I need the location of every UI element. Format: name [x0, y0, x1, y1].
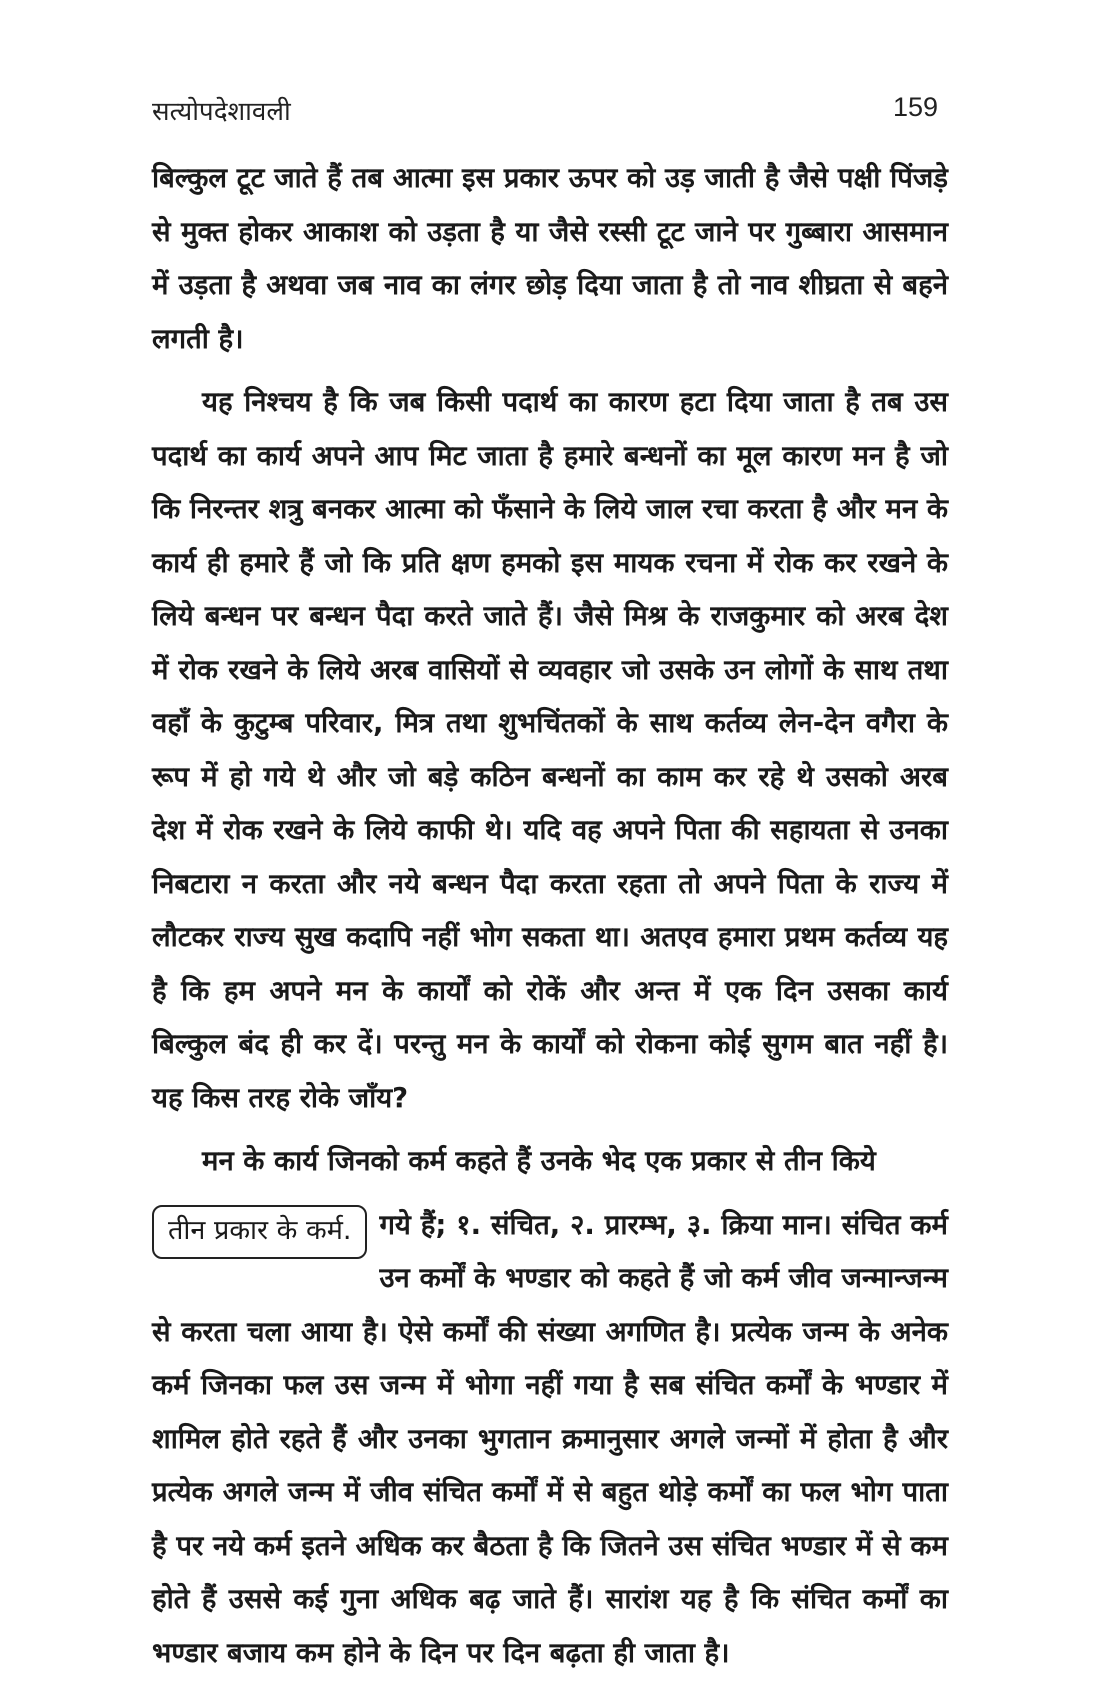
paragraph-3-body	[152, 1199, 948, 1681]
page-number: 159	[892, 92, 938, 122]
paragraph-2: यह निश्चय है कि जब किसी पदार्थ का कारण हटा दिया जाता है तब उस पदार्थ का कार्य अपने आप मिट जाता है हमारे बन्धनों का मूल कारण मन है जो कि निरन्तर शत्रु बनकर आत्मा को फँसाने के लिये जाल रचा करता है और मन के कार्य ही हमारे हैं जो कि प्रति क्षण हमको इस मायक रचना में रोक कर रखने के लिये बन्धन पर बन्धन पैदा करते जाते हैं। जैसे मिश्र के राजकुमार को अरब देश में रोक रखने के लिये अरब वासियों से व्यवहार जो उसके उन लोगों के साथ तथा वहाँ के कुटुम्ब परिवार, मित्र तथा शुभचिंतकों के साथ कर्तव्य लेन-देन वगैरा के रूप में हो गये थे और जो बड़े कठिन बन्धनों का काम कर रहे थे उसको अरब देश में रोक रखने के लिये काफी थे। यदि वह अपने पिता की सहायता से उनका निबटारा न करता और नये बन्धन पैदा करता रहता तो अपने पिता के राज्य में लौटकर राज्य सुख कदापि नहीं भोग सकता था। अतएव हमारा प्रथम कर्तव्य यह है कि हम अपने मन के कार्यों को रोकें और अन्त में एक दिन उसका कार्य बिल्कुल बंद ही कर दें। परन्तु मन के कार्यों को रोकना कोई सुगम बात नहीं है। यह किस तरह रोके जाँय?	[152, 386, 948, 1114]
paragraph-1: बिल्कुल टूट जाते हैं तब आत्मा इस प्रकार ऊपर को उड़ जाती है जैसे पक्षी पिंजड़े से मुक्त होकर आकाश को उड़ता है या जैसे रस्सी टूट जाने पर गुब्बारा आसमान में उड़ता है अथवा जब नाव का लंगर छोड़ दिया जाता है तो नाव शीघ्रता से बहने लगती है।	[152, 162, 948, 355]
paragraph-3-text: गये हैं; १. संचित, २. प्रारम्भ, ३. क्रिया मान। संचित कर्म उन कर्मों के भण्डार को कहते हैं जो कर्म जीव जन्मान्जन्म से करता चला आया है। ऐसे कर्मों की संख्या अगणित है। प्रत्येक जन्म के अनेक कर्म जिनका फल उस जन्म में भोगा नहीं गया है सब संचित कर्मों के भण्डार में शामिल होते रहते हैं और उनका भुगतान क्रमानुसार अगले जन्मों में होता है और प्रत्येक अगले जन्म में जीव संचित कर्मों में से बहुत थोड़े कर्मों का फल भोग पाता है पर नये कर्म इतने अधिक कर बैठता है कि जितने उस संचित भण्डार में से कम होते हैं उससे कई गुना अधिक बढ़ जाते हैं। सारांश यह है कि संचित कर्मों का भण्डार बजाय कम होने के दिन पर दिन बढ़ता ही जाता है।	[152, 1208, 948, 1669]
margin-note-box: तीन प्रकार के कर्म.	[152, 1205, 367, 1259]
body-text	[152, 152, 948, 1680]
paragraph-3-first-line: मन के कार्य जिनको कर्म कहते हैं उनके भेद एक प्रकार से तीन किये	[202, 1145, 876, 1177]
paragraph-3	[152, 1135, 948, 1680]
running-title: सत्योपदेशावली	[152, 97, 291, 127]
